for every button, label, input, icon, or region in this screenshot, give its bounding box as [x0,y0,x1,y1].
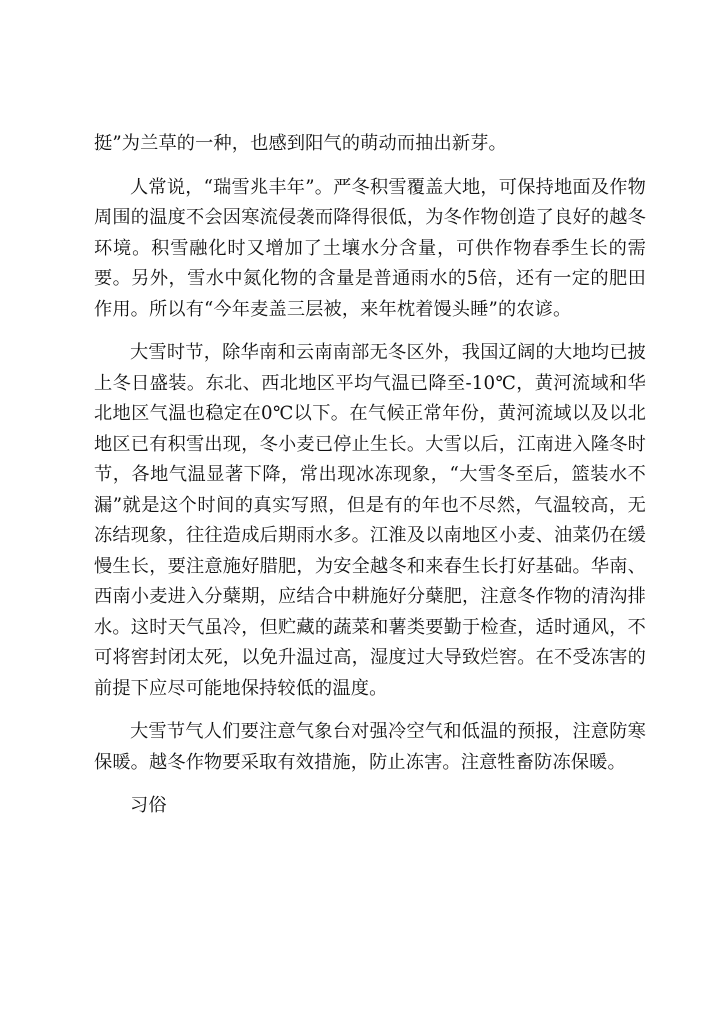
paragraph-cold-protection: 大雪节气人们要注意气象台对强冷空气和低温的预报，注意防寒保暖。越冬作物要采取有效措施，防止冻害。注意牲畜防冻保暖。 [94,721,646,773]
paragraph-continuation: 挺”为兰草的一种，也感到阳气的萌动而抽出新芽。 [94,133,507,154]
paragraph-climate-farming: 大雪时节，除华南和云南南部无冬区外，我国辽阔的大地均已披上冬日盛装。东北、西北地区平均气温已降至-10℃，黄河流域和华北地区气温也稳定在0℃以下。在气候正常年份，黄河流域以及以北地区已有积雪出现，冬小麦已停止生长。大雪以后，江南进入隆冬时节，各地气温显著下降，常出现冰冻现象，“大雪冬至后，篮装水不漏”就是这个时间的真实写照，但是有的年也不尽然，气温较高，无冻结现象，往往造成后期雨水多。江淮及以南地区小麦、油菜仍在缓慢生长，要注意施好腊肥，为安全越冬和来春生长打好基础。华南、西南小麦进入分蘖期，应结合中耕施好分蘖肥，注意冬作物的清沟排水。这时天气虽冷，但贮藏的蔬菜和薯类要勤于检查，适时通风，不可将窖封闭太死，以免升温过高，湿度过大导致烂窖。在不受冻害的前提下应尽可能地保持较低的温度。 [94,342,646,699]
paragraph-snow-harvest: 人常说，“瑞雪兆丰年”。严冬积雪覆盖大地，可保持地面及作物周围的温度不会因寒流侵袭而降得很低，为冬作物创造了良好的越冬环境。积雪融化时又增加了土壤水分含量，可供作物春季生长的需要。另外，雪水中氮化物的含量是普通雨水的5倍，还有一定的肥田作用。所以有“今年麦盖三层被，来年枕着馒头睡”的农谚。 [94,176,646,320]
section-heading-customs: 习俗 [130,795,167,816]
document-body [94,129,646,822]
